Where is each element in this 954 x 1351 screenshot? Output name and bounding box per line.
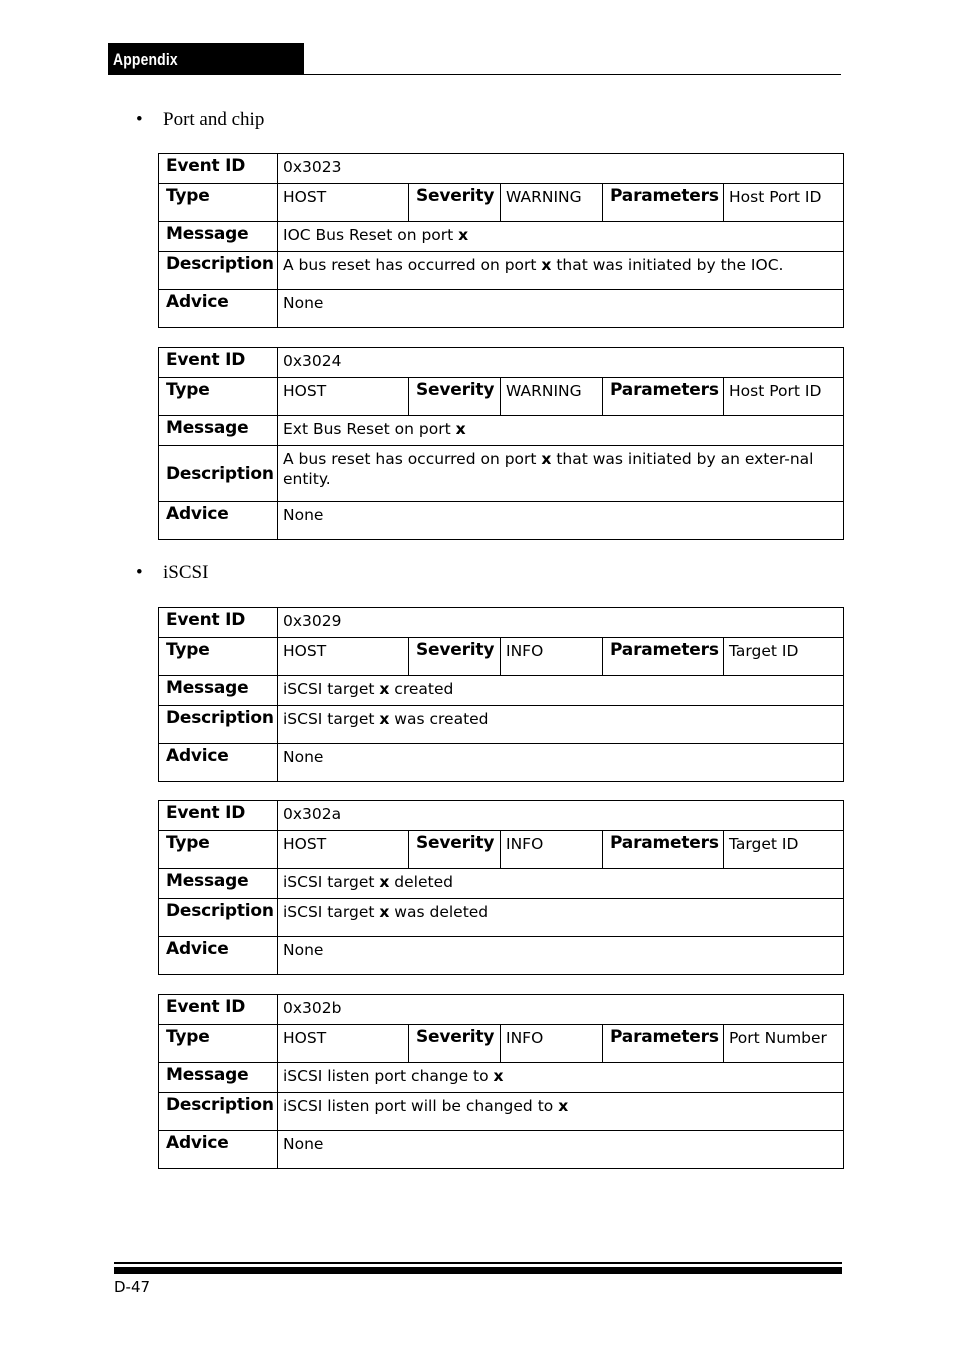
description-value: A bus reset has occurred on port x that was initiated by an exter-nal entity.: [278, 446, 844, 502]
parameters-value: Port Number: [724, 1025, 844, 1063]
parameters-label: Parameters: [603, 184, 724, 222]
description-value: iSCSI target x was deleted: [278, 899, 844, 937]
type-value: HOST: [278, 831, 409, 869]
severity-value: WARNING: [501, 184, 603, 222]
advice-value: None: [278, 1131, 844, 1169]
footer-rule-thin: [114, 1262, 842, 1264]
footer-rule-thick: [114, 1267, 842, 1274]
event-id-value: 0x302b: [278, 995, 844, 1025]
description-label: Description: [159, 1093, 278, 1131]
advice-label: Advice: [159, 502, 278, 540]
event-id-label: Event ID: [159, 154, 278, 184]
message-value: iSCSI listen port change to x: [278, 1063, 844, 1093]
advice-label: Advice: [159, 290, 278, 328]
message-label: Message: [159, 676, 278, 706]
message-label: Message: [159, 416, 278, 446]
type-label: Type: [159, 638, 278, 676]
description-label: Description: [159, 446, 278, 502]
bullet-icon: •: [136, 562, 143, 583]
event-id-label: Event ID: [159, 801, 278, 831]
parameters-label: Parameters: [603, 831, 724, 869]
header-rule: [108, 74, 841, 75]
severity-value: INFO: [501, 1025, 603, 1063]
severity-label: Severity: [409, 831, 501, 869]
advice-label: Advice: [159, 937, 278, 975]
parameters-value: Host Port ID: [724, 378, 844, 416]
message-value: Ext Bus Reset on port x: [278, 416, 844, 446]
advice-value: None: [278, 502, 844, 540]
bullet-icon: •: [136, 109, 143, 130]
section-title: iSCSI: [163, 562, 209, 583]
event-id-value: 0x302a: [278, 801, 844, 831]
event-id-label: Event ID: [159, 608, 278, 638]
type-value: HOST: [278, 184, 409, 222]
severity-value: WARNING: [501, 378, 603, 416]
description-value: iSCSI target x was created: [278, 706, 844, 744]
type-value: HOST: [278, 378, 409, 416]
description-label: Description: [159, 899, 278, 937]
advice-label: Advice: [159, 744, 278, 782]
advice-value: None: [278, 937, 844, 975]
parameters-value: Target ID: [724, 831, 844, 869]
severity-label: Severity: [409, 638, 501, 676]
type-label: Type: [159, 378, 278, 416]
type-value: HOST: [278, 638, 409, 676]
type-label: Type: [159, 184, 278, 222]
severity-value: INFO: [501, 831, 603, 869]
parameters-label: Parameters: [603, 378, 724, 416]
severity-label: Severity: [409, 184, 501, 222]
event-table: [158, 800, 844, 975]
parameters-label: Parameters: [603, 638, 724, 676]
event-id-label: Event ID: [159, 348, 278, 378]
message-value: IOC Bus Reset on port x: [278, 222, 844, 252]
severity-value: INFO: [501, 638, 603, 676]
advice-value: None: [278, 290, 844, 328]
parameters-value: Host Port ID: [724, 184, 844, 222]
event-id-value: 0x3024: [278, 348, 844, 378]
event-table: [158, 607, 844, 782]
type-value: HOST: [278, 1025, 409, 1063]
message-label: Message: [159, 222, 278, 252]
event-id-value: 0x3023: [278, 154, 844, 184]
severity-label: Severity: [409, 1025, 501, 1063]
message-label: Message: [159, 1063, 278, 1093]
severity-label: Severity: [409, 378, 501, 416]
section-header: Appendix: [113, 50, 178, 69]
advice-value: None: [278, 744, 844, 782]
message-value: iSCSI target x created: [278, 676, 844, 706]
event-table: [158, 347, 844, 540]
event-id-label: Event ID: [159, 995, 278, 1025]
page-number: D-47: [114, 1278, 151, 1296]
description-label: Description: [159, 252, 278, 290]
event-table: [158, 153, 844, 328]
parameters-label: Parameters: [603, 1025, 724, 1063]
type-label: Type: [159, 831, 278, 869]
event-id-value: 0x3029: [278, 608, 844, 638]
message-label: Message: [159, 869, 278, 899]
event-table: [158, 994, 844, 1169]
description-value: A bus reset has occurred on port x that was initiated by the IOC.: [278, 252, 844, 290]
description-value: iSCSI listen port will be changed to x: [278, 1093, 844, 1131]
type-label: Type: [159, 1025, 278, 1063]
message-value: iSCSI target x deleted: [278, 869, 844, 899]
description-label: Description: [159, 706, 278, 744]
advice-label: Advice: [159, 1131, 278, 1169]
section-title: Port and chip: [163, 109, 265, 130]
parameters-value: Target ID: [724, 638, 844, 676]
